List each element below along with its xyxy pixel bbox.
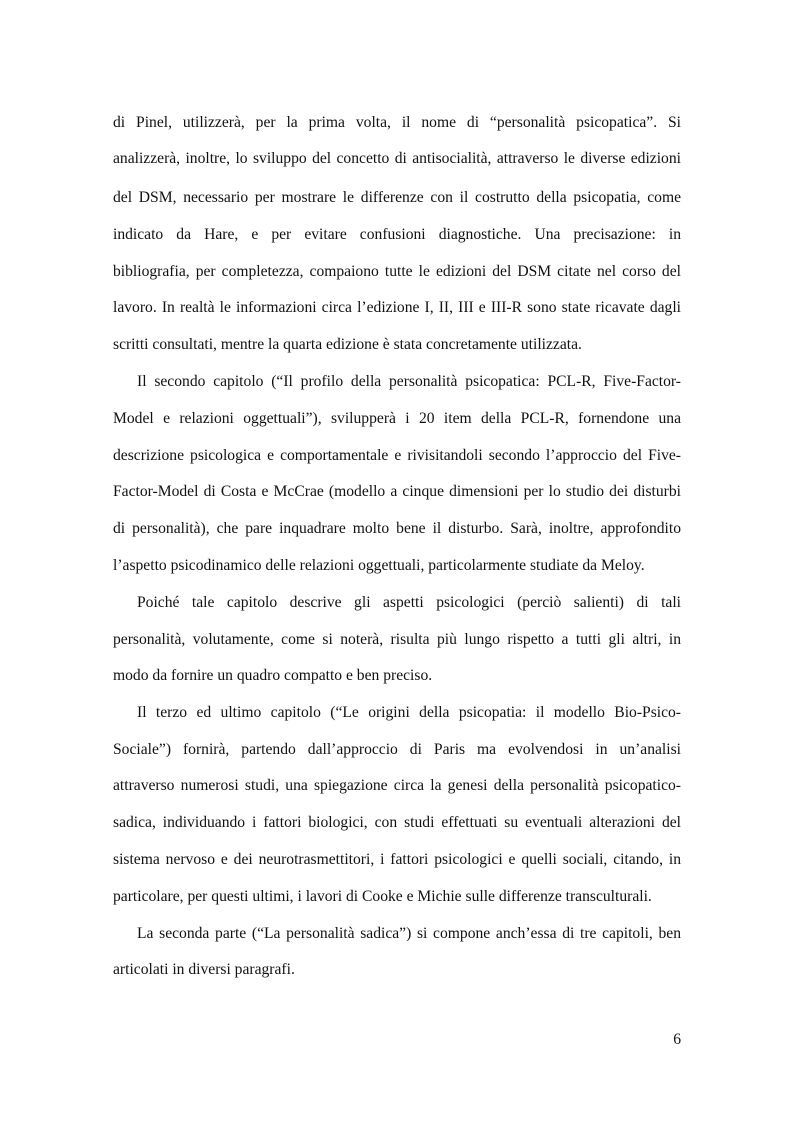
text-line: Il secondo capitolo (“Il profilo della personalità psicopatica: PCL-R, Five-Factor-: [137, 373, 681, 390]
page-number: 6: [673, 1031, 681, 1048]
text-line: l’aspetto psicodinamico delle relazioni oggettuali, particolarmente studiate da Meloy.: [113, 557, 645, 574]
text-line: attraverso numerosi studi, una spiegazione circa la genesi della personalità psicopatico-: [113, 777, 681, 794]
text-line: modo da fornire un quadro compatto e ben preciso.: [113, 667, 433, 684]
text-line: personalità, volutamente, come si noterà, risulta più lungo rispetto a tutti gli altri, in: [113, 631, 681, 648]
text-line: Model e relazioni oggettuali”), svilupperà i 20 item della PCL-R, fornendone una: [113, 410, 681, 427]
text-line: sadica, individuando i fattori biologici, con studi effettuati su eventuali alterazioni del: [113, 814, 681, 831]
text-line: particolare, per questi ultimi, i lavori di Cooke e Michie sulle differenze transculturali.: [113, 888, 652, 905]
text-line: descrizione psicologica e comportamentale e rivisitandoli secondo l’approccio del Five-: [113, 447, 681, 464]
text-line: indicato da Hare, e per evitare confusioni diagnostiche. Una precisazione: in: [113, 226, 681, 243]
text-line: del DSM, necessario per mostrare le differenze con il costrutto della psicopatia, come: [113, 189, 681, 206]
text-line: sistema nervoso e dei neurotrasmettitori, i fattori psicologici e quelli sociali, citando, in: [113, 851, 681, 868]
text-line: articolati in diversi paragrafi.: [113, 961, 295, 978]
text-line: scritti consultati, mentre la quarta edizione è stata concretamente utilizzata.: [113, 336, 582, 353]
text-line: Poiché tale capitolo descrive gli aspetti psicologici (perciò salienti) di tali: [137, 594, 681, 611]
text-line: La seconda parte (“La personalità sadica”) si compone anch’essa di tre capitoli, ben: [137, 925, 681, 942]
text-line: analizzerà, inoltre, lo sviluppo del concetto di antisocialità, attraverso le diverse edizioni: [113, 150, 681, 167]
text-line: di Pinel, utilizzerà, per la prima volta, il nome di “personalità psicopatica”. Si: [113, 114, 681, 131]
text-line: lavoro. In realtà le informazioni circa l’edizione I, II, III e III-R sono state ricavate dagli: [113, 299, 681, 316]
text-line: Factor-Model di Costa e McCrae (modello a cinque dimensioni per lo studio dei disturbi: [113, 483, 681, 500]
text-line: Sociale”) fornirà, partendo dall’approccio di Paris ma evolvendosi in un’analisi: [113, 741, 681, 758]
text-line: bibliografia, per completezza, compaiono tutte le edizioni del DSM citate nel corso del: [113, 263, 681, 280]
text-line: Il terzo ed ultimo capitolo (“Le origini della psicopatia: il modello Bio-Psico-: [137, 704, 681, 721]
text-line: di personalità), che pare inquadrare molto bene il disturbo. Sarà, inoltre, approfondito: [113, 520, 681, 537]
